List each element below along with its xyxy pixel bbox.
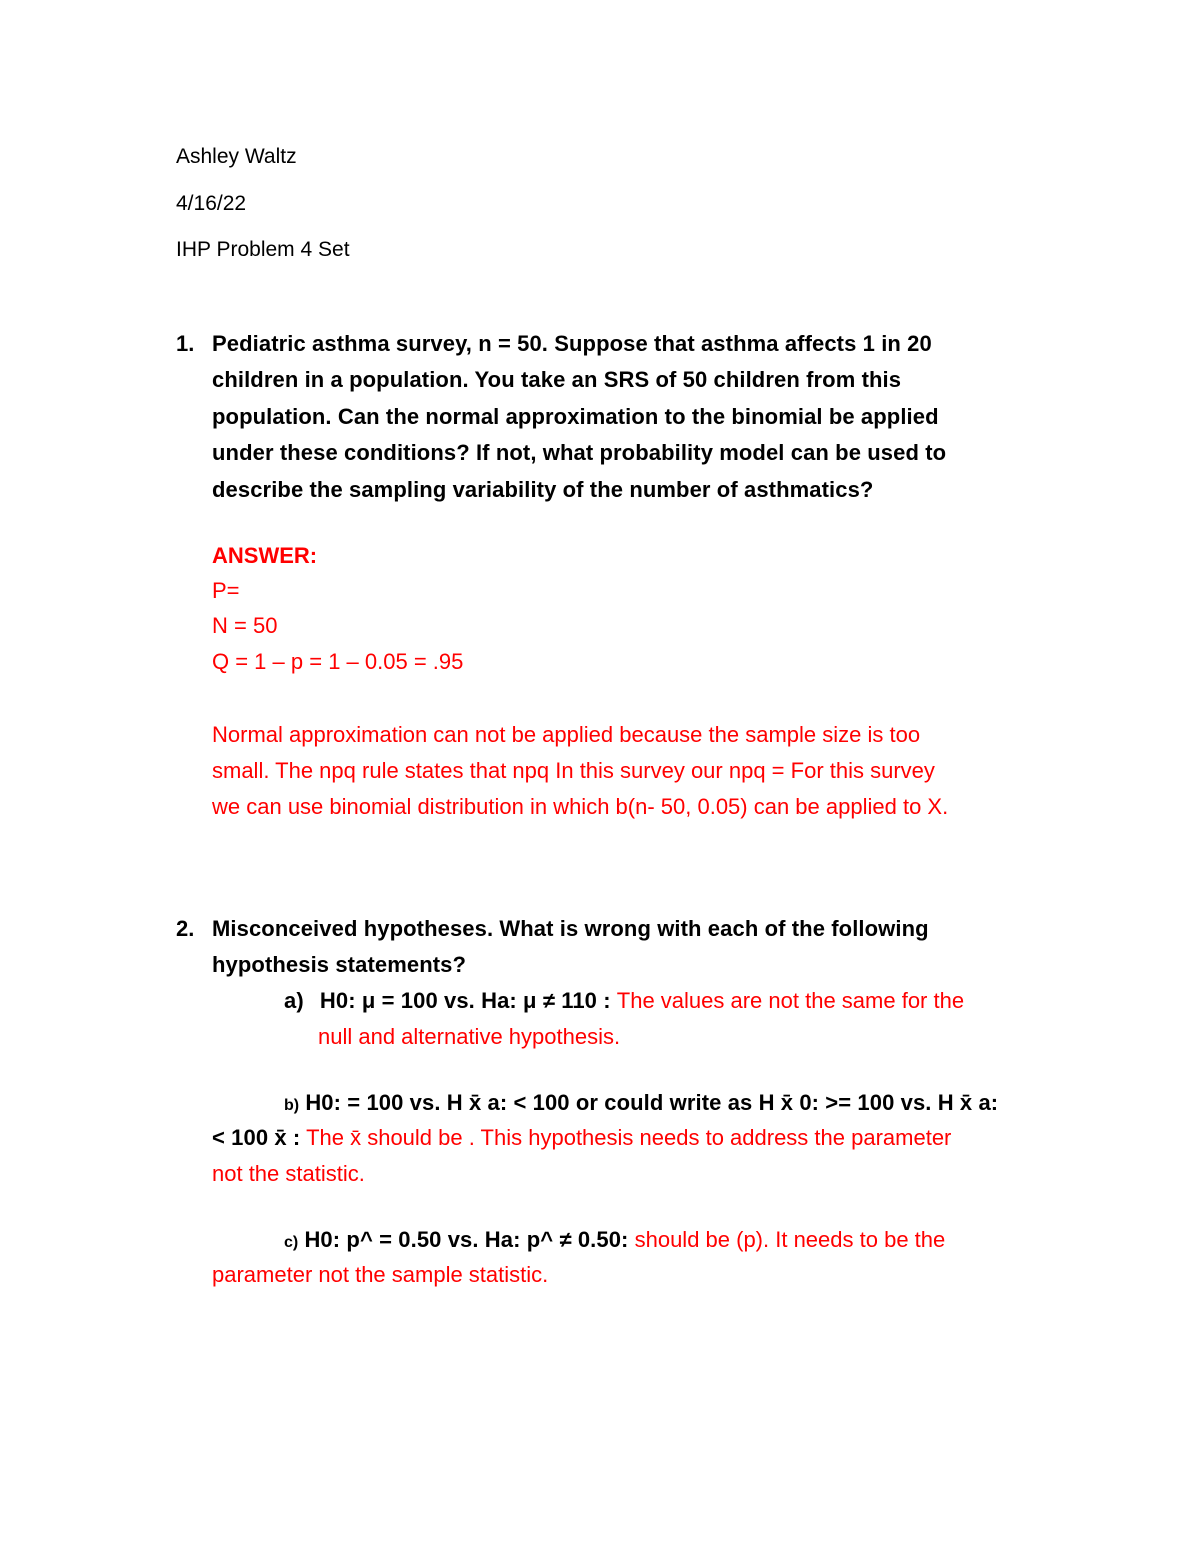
q2-number: 2. <box>176 916 195 941</box>
q1-explanation-1: Normal approximation can not be applied because the sample size is too <box>212 722 921 747</box>
q2-b-comment-cont: not the statistic. <box>212 1161 365 1186</box>
q2-a-statement: H0: μ = 100 vs. Ha: μ ≠ 110 : <box>319 988 611 1013</box>
q2-c-label: c) <box>284 1234 299 1251</box>
q2-item-c <box>284 1229 945 1251</box>
q1-explanation-3: we can use binomial distribution in which b(n- 50, 0.05) can be applied to X. <box>212 794 949 819</box>
q2-line-2: hypothesis statements? <box>212 952 467 977</box>
q2-item-b <box>284 1092 998 1114</box>
q1-answer-label: ANSWER: <box>212 543 318 568</box>
q1-line-2: children in a population. You take an SRS of 50 children from this <box>212 367 902 392</box>
q1-answer-q: Q = 1 – p = 1 – 0.05 = .95 <box>212 649 464 674</box>
q2-a-comment-cont: null and alternative hypothesis. <box>318 1024 621 1049</box>
q2-line-1: Misconceived hypotheses. What is wrong with each of the following <box>212 916 929 941</box>
q1-answer-n: N = 50 <box>212 613 278 638</box>
q2-b-statement-cont: < 100 x̄ : <box>212 1125 301 1150</box>
q2-c-statement: H0: p^ = 0.50 vs. Ha: p^ ≠ 0.50: <box>298 1227 629 1252</box>
q2-a-label: a) <box>284 988 304 1013</box>
q1-line-3: population. Can the normal approximation to the binomial be applied <box>212 404 939 429</box>
document-date: 4/16/22 <box>176 192 247 215</box>
q1-line-4: under these conditions? If not, what probability model can be used to <box>212 440 947 465</box>
q2-item-b-cont <box>212 1127 951 1149</box>
q2-b-comment: The x̄ should be . This hypothesis needs to address the parameter <box>300 1125 952 1150</box>
q2-item-a <box>284 990 964 1012</box>
document-title: IHP Problem 4 Set <box>176 238 350 261</box>
q2-c-comment: should be (p). It needs to be the <box>628 1227 946 1252</box>
q2-b-statement: H0: = 100 vs. H x̄ a: < 100 or could write as H x̄ 0: >= 100 vs. H x̄ a: <box>299 1090 999 1115</box>
author-name: Ashley Waltz <box>176 145 297 168</box>
q1-line-5: describe the sampling variability of the number of asthmatics? <box>212 477 874 502</box>
q1-explanation-2: small. The npq rule states that npq In this survey our npq = For this survey <box>212 758 935 783</box>
q1-number: 1. <box>176 331 195 356</box>
q1-line-1: Pediatric asthma survey, n = 50. Suppose that asthma affects 1 in 20 <box>212 331 932 356</box>
q2-c-comment-cont: parameter not the sample statistic. <box>212 1262 549 1287</box>
q2-b-label: b) <box>284 1097 300 1114</box>
q1-answer-p: P= <box>212 578 240 603</box>
q2-a-comment: The values are not the same for the <box>610 988 965 1013</box>
